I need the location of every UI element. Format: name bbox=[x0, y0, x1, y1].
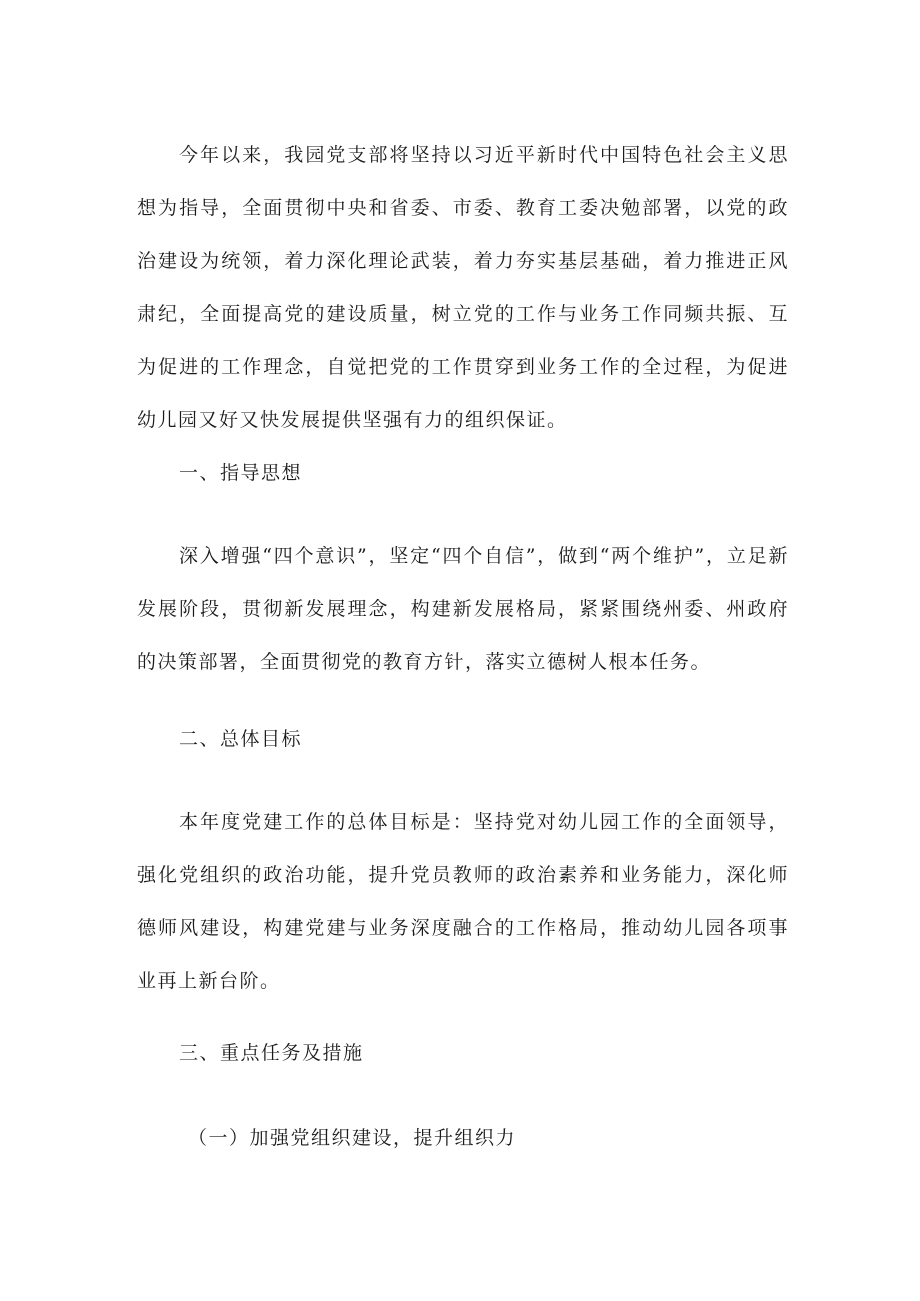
subsection-heading-party-organization: （一）加强党组织建设，提升组织力 bbox=[188, 1127, 517, 1149]
section-body-overall-goal: 本年度党建工作的总体目标是：坚持党对幼儿园工作的全面领导，强化党组织的政治功能，提升党员教师的政治素养和业务能力，深化师德师风建设，构建党建与业务深度融合的工作格局，推动幼儿园各项事业再上新台阶。 bbox=[137, 811, 789, 992]
intro-paragraph: 今年以来，我园党支部将坚持以习近平新时代中国特色社会主义思想为指导，全面贯彻中央和省委、市委、教育工委决勉部署，以党的政治建设为统领，着力深化理论武装，着力夯实基层基础，着力推进正风肃纪，全面提高党的建设质量，树立党的工作与业务工作同频共振、互为促进的工作理念，自觉把党的工作贯穿到业务工作的全过程，为促进幼儿园又好又快发展提供坚强有力的组织保证。 bbox=[137, 144, 789, 431]
section-heading-overall-goal: 二、总体目标 bbox=[179, 728, 303, 750]
section-heading-key-tasks: 三、重点任务及措施 bbox=[179, 1042, 364, 1064]
section-heading-guiding-ideology: 一、指导思想 bbox=[179, 462, 303, 484]
section-body-guiding-ideology: 深入增强“四个意识”，坚定“四个自信”，做到“两个维护”，立足新发展阶段，贯彻新发展理念，构建新发展格局，紧紧围绕州委、州政府的决策部署，全面贯彻党的教育方针，落实立德树人根本任务。 bbox=[137, 545, 789, 673]
